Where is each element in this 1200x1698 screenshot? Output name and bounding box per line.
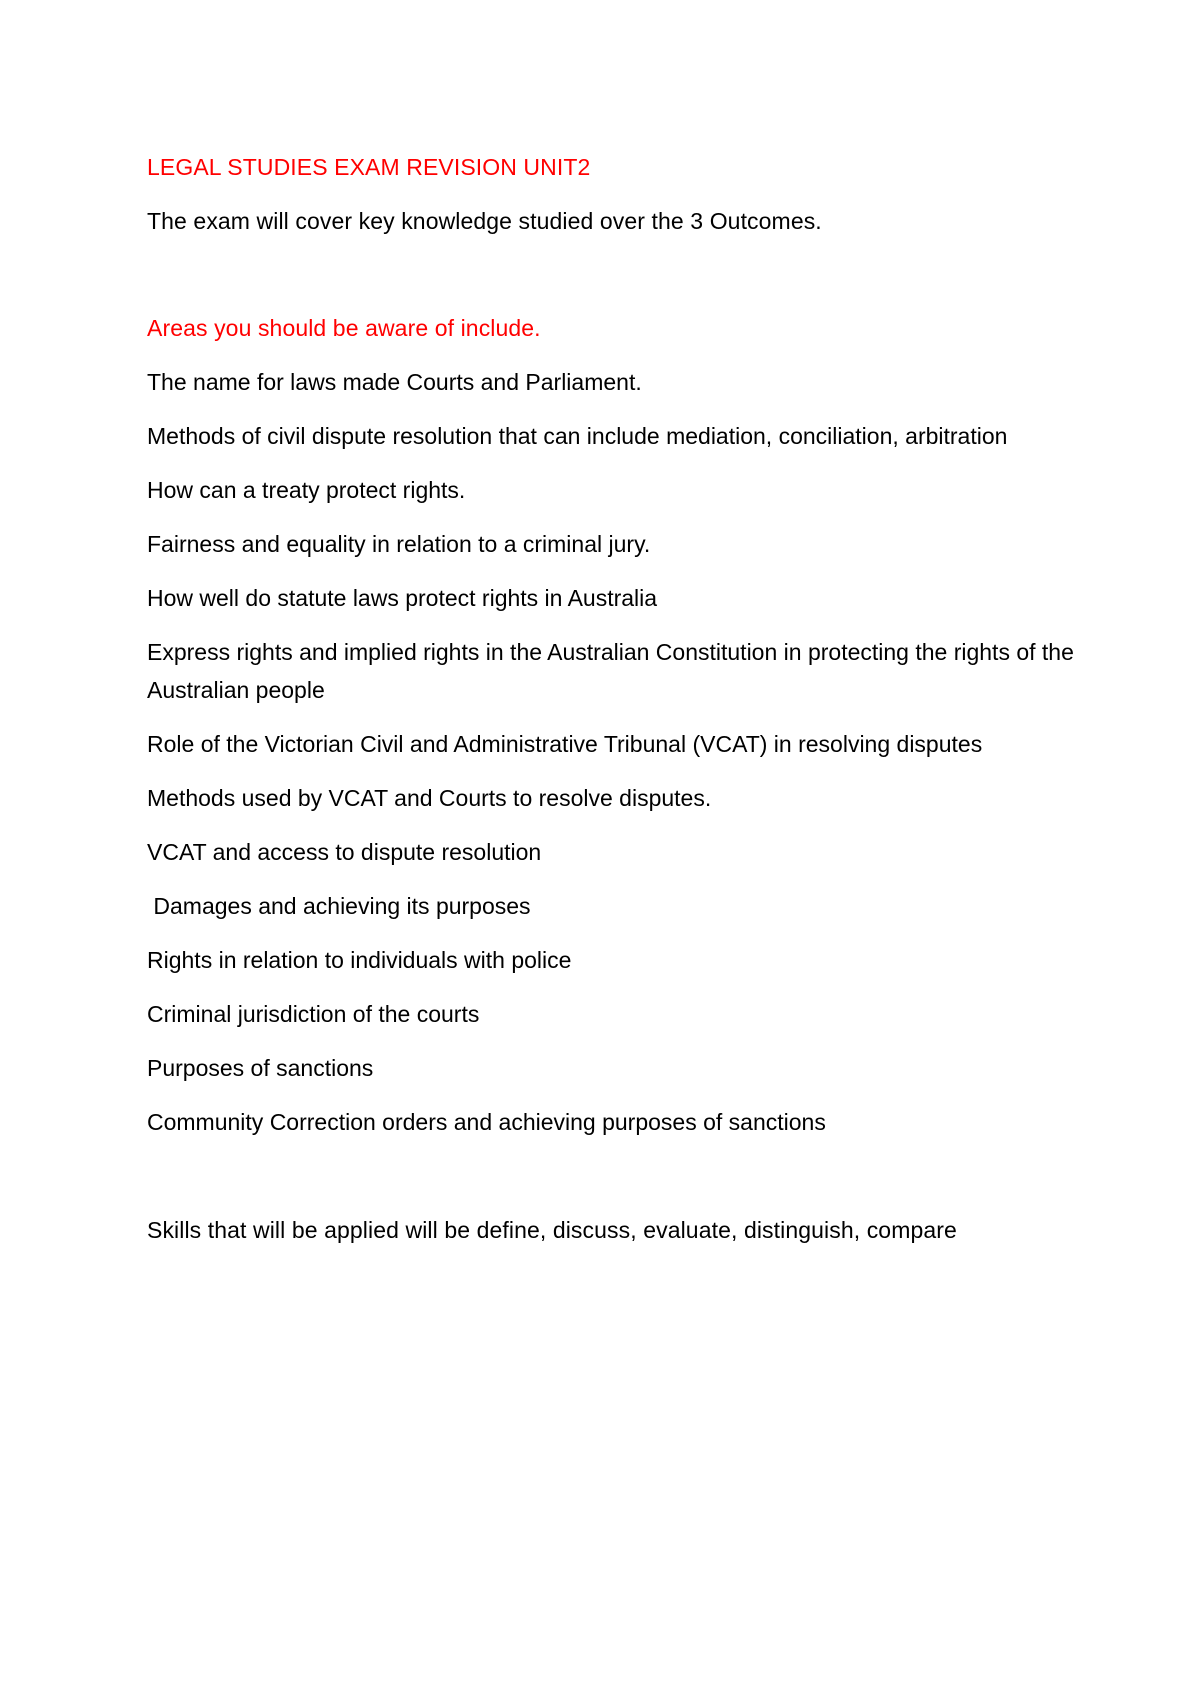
list-item: How well do statute laws protect rights in Australia	[147, 585, 658, 611]
list-item: How can a treaty protect rights.	[147, 477, 466, 503]
list-item: Methods of civil dispute resolution that can include mediation, conciliation, arbitration	[147, 423, 1008, 449]
list-item: Rights in relation to individuals with police	[147, 947, 572, 973]
list-item: The name for laws made Courts and Parliament.	[147, 369, 642, 395]
list-item: Methods used by VCAT and Courts to resolve disputes.	[147, 785, 712, 811]
skills-text: Skills that will be applied will be define, discuss, evaluate, distinguish, compare	[147, 1217, 957, 1243]
list-item: Express rights and implied rights in the Australian Constitution in protecting the rights of the Australian people	[147, 639, 1074, 703]
list-item: Criminal jurisdiction of the courts	[147, 1001, 480, 1027]
list-item: Damages and achieving its purposes	[147, 893, 531, 919]
topic-list	[147, 363, 1087, 1141]
list-item: Community Correction orders and achieving purposes of sanctions	[147, 1109, 826, 1135]
list-item: VCAT and access to dispute resolution	[147, 839, 542, 865]
list-item: Fairness and equality in relation to a criminal jury.	[147, 531, 651, 557]
list-item: Role of the Victorian Civil and Administrative Tribunal (VCAT) in resolving disputes	[147, 731, 983, 757]
intro-text: The exam will cover key knowledge studied over the 3 Outcomes.	[147, 208, 822, 234]
areas-heading: Areas you should be aware of include.	[147, 315, 541, 341]
list-item: Purposes of sanctions	[147, 1055, 374, 1081]
document-content	[147, 148, 1087, 1265]
document-title: LEGAL STUDIES EXAM REVISION UNIT2	[147, 154, 591, 180]
